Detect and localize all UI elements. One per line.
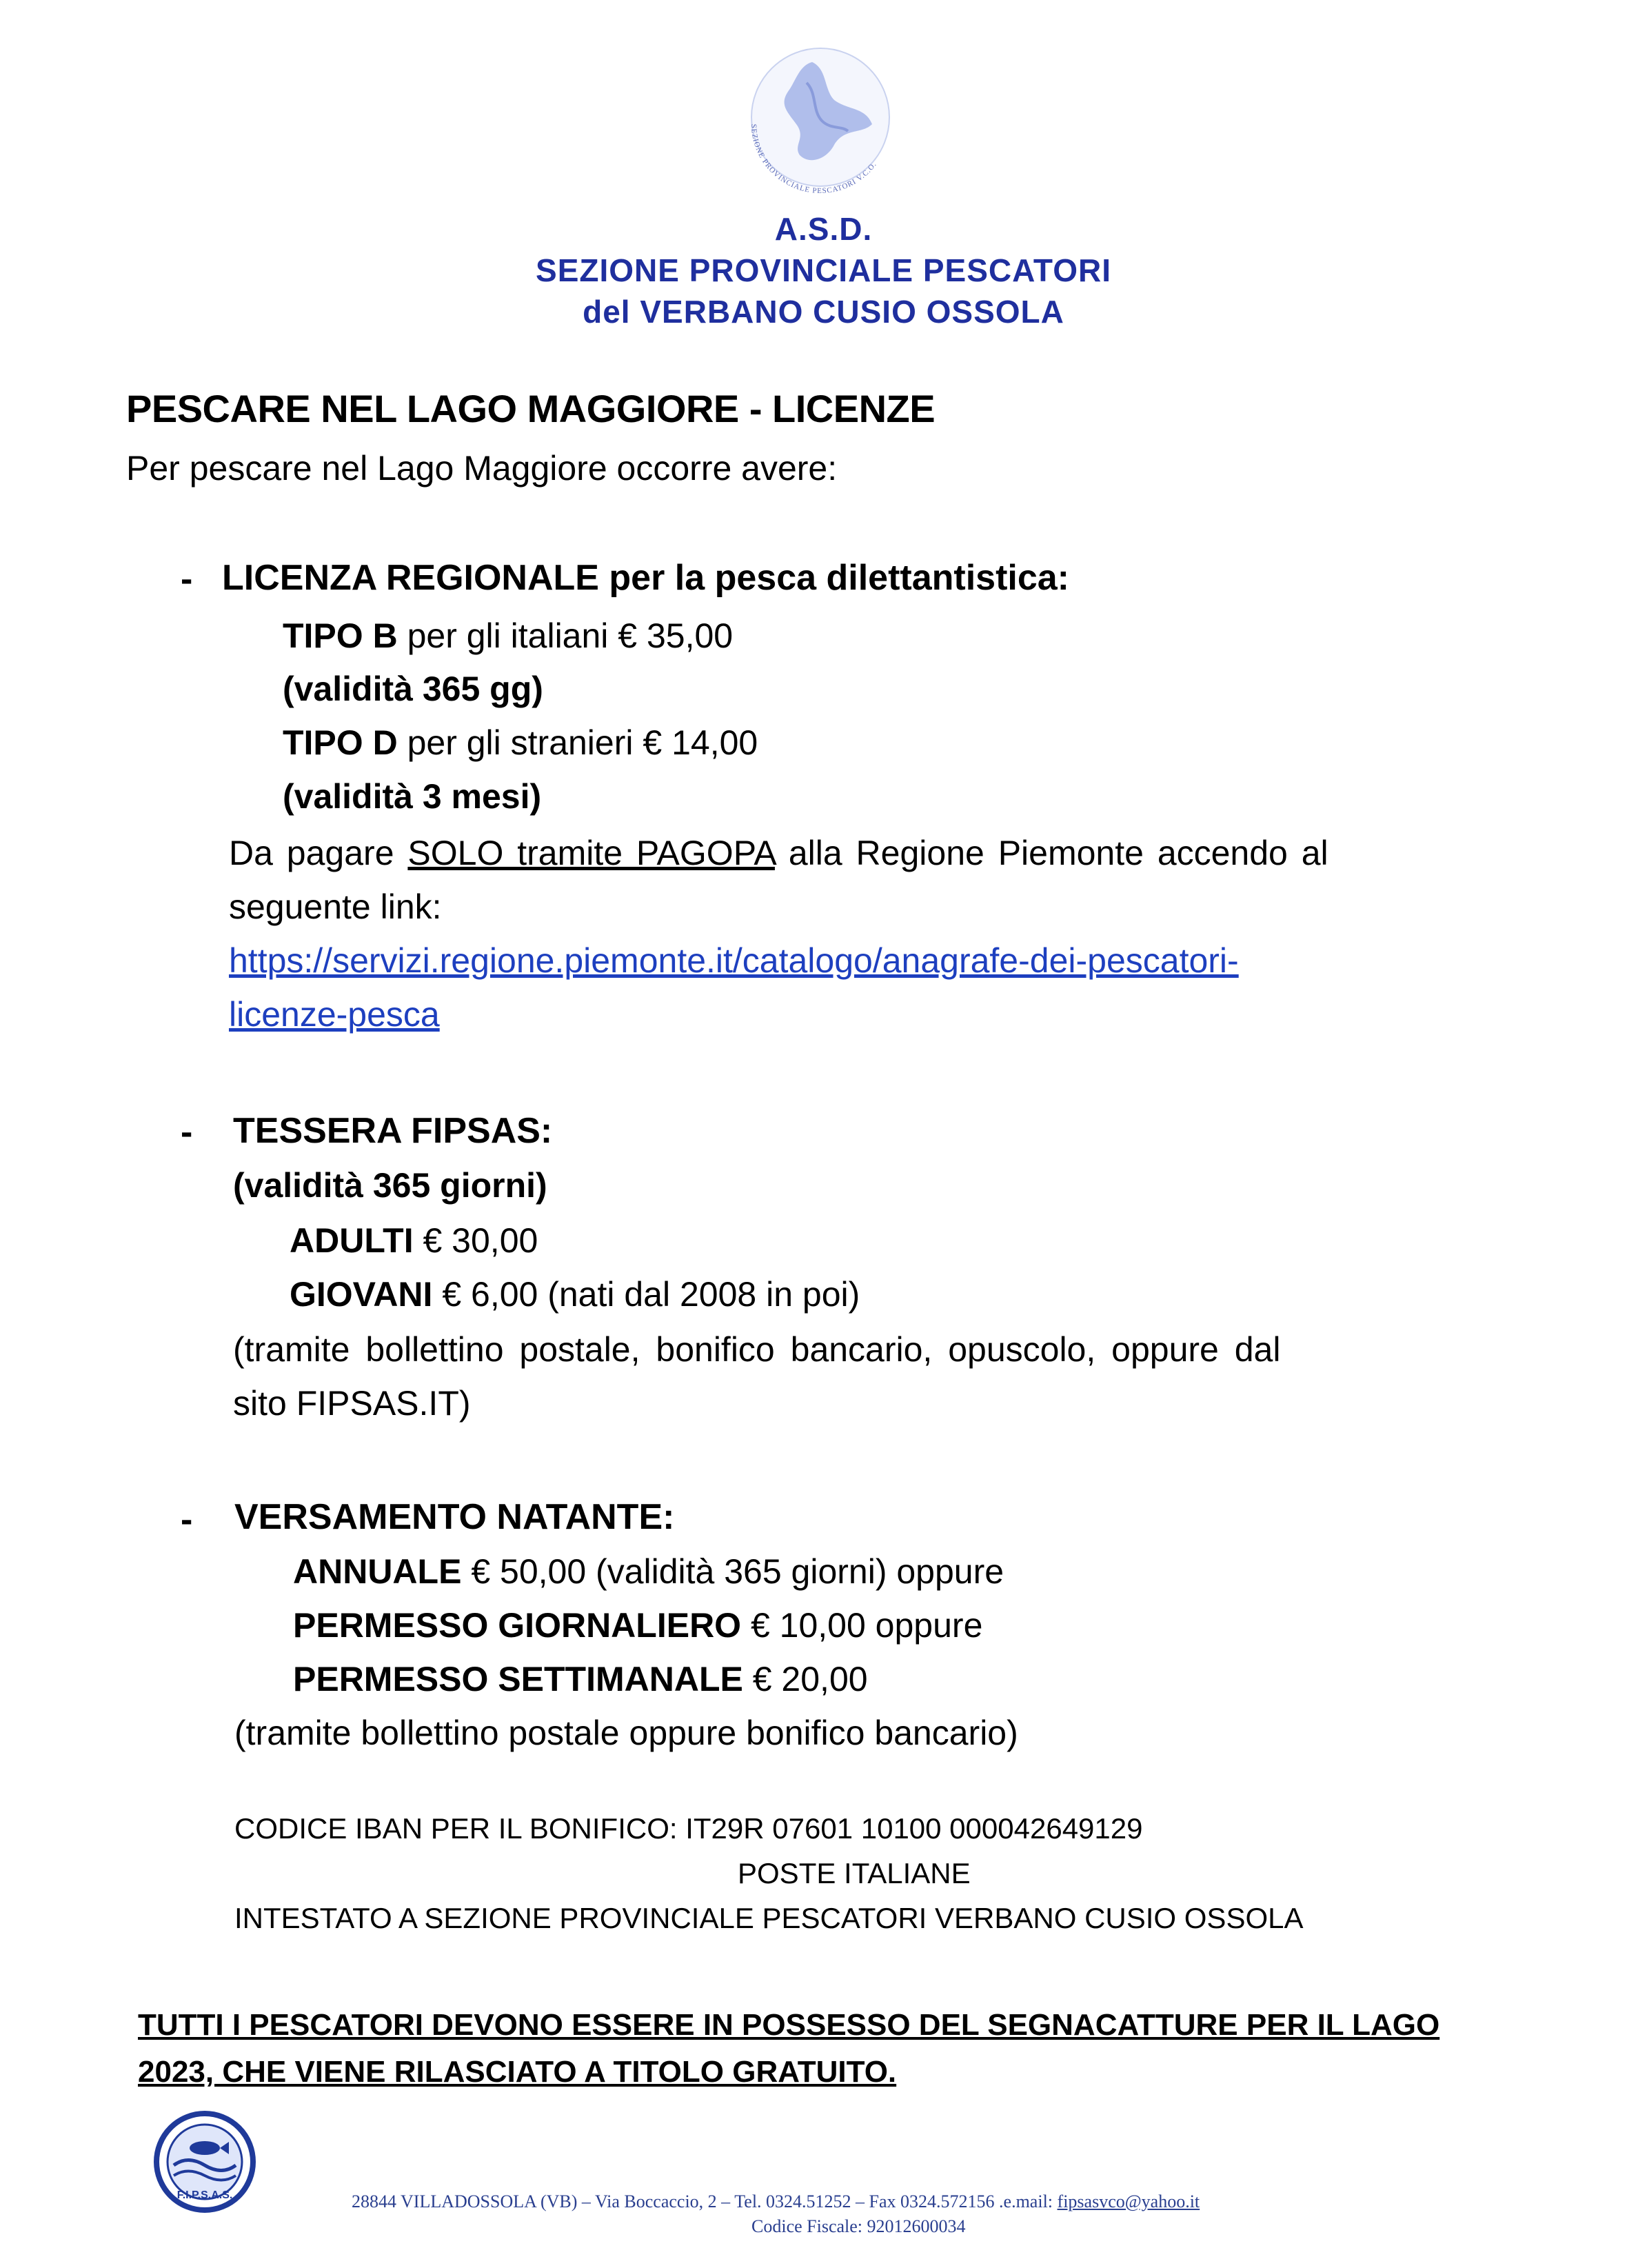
- adulti-text: € 30,00: [413, 1221, 538, 1260]
- tipo-d-label: TIPO D: [283, 723, 398, 762]
- pagopa-line: [229, 833, 1518, 873]
- page-title: PESCARE NEL LAGO MAGGIORE - LICENZE: [126, 387, 936, 430]
- notice-line2: 2023, CHE VIENE RILASCIATO A TITOLO GRATUITO.: [138, 2055, 897, 2089]
- intro-text: Per pescare nel Lago Maggiore occorre avere:: [126, 449, 838, 488]
- tessera-note-line2: sito FIPSAS.IT): [233, 1384, 471, 1423]
- giovani-line: [290, 1274, 860, 1314]
- bullet-dash: -: [181, 1112, 193, 1152]
- tessera-note-line1: (tramite bollettino postale, bonifico bancario, opuscolo, oppure dal: [233, 1330, 1281, 1369]
- tipo-b-label: TIPO B: [283, 616, 398, 655]
- tipo-b-validity: [283, 669, 543, 709]
- licenza-heading: LICENZA REGIONALE per la pesca dilettantistica:: [222, 558, 1069, 598]
- annuale-label: ANNUALE: [293, 1552, 462, 1591]
- tessera-heading: TESSERA FIPSAS:: [233, 1111, 553, 1151]
- section-logo: [731, 41, 910, 200]
- natante-heading: VERSAMENTO NATANTE:: [234, 1497, 675, 1537]
- logo-ring-text: SEZIONE PROVINCIALE PESCATORI V.C.O.: [749, 123, 879, 196]
- giornaliero-text: € 10,00 oppure: [741, 1606, 983, 1645]
- fipsas-logo-icon: [153, 2110, 256, 2214]
- giornaliero-line: [293, 1605, 982, 1645]
- fipsas-logo-text: F.I.P.S.A.S.: [176, 2189, 233, 2201]
- settimanale-line: [293, 1659, 868, 1699]
- pagopa-post: alla Regione Piemonte accendo al: [774, 834, 1328, 872]
- settimanale-label: PERMESSO SETTIMANALE: [293, 1660, 743, 1698]
- tipo-d-validity-text: (validità 3 mesi): [283, 777, 542, 816]
- adulti-line: [290, 1221, 538, 1261]
- pagopa-solo: SOLO tramite PAGOPA: [407, 834, 775, 872]
- footer-email-link[interactable]: fipsasvco@yahoo.it: [1057, 2191, 1200, 2211]
- tipo-d-line: [283, 723, 758, 763]
- giovani-label: GIOVANI: [290, 1275, 433, 1314]
- annuale-line: [293, 1552, 1004, 1592]
- tipo-b-validity-text: (validità 365 gg): [283, 670, 543, 708]
- tessera-validity: (validità 365 giorni): [233, 1166, 547, 1205]
- giornaliero-label: PERMESSO GIORNALIERO: [293, 1606, 742, 1645]
- bullet-dash: -: [181, 559, 193, 599]
- iban-bank: POSTE ITALIANE: [738, 1857, 971, 1889]
- tipo-d-text: per gli stranieri € 14,00: [397, 723, 758, 762]
- natante-note: (tramite bollettino postale oppure bonifico bancario): [234, 1714, 1018, 1752]
- footer-codice-fiscale: Codice Fiscale: 92012600034: [751, 2216, 966, 2236]
- iban-holder: INTESTATO A SEZIONE PROVINCIALE PESCATORI VERBANO CUSIO OSSOLA: [234, 1902, 1304, 1934]
- pagopa-link-line1[interactable]: https://servizi.regione.piemonte.it/catalogo/anagrafe-dei-pescatori-: [229, 941, 1239, 980]
- settimanale-text: € 20,00: [742, 1660, 868, 1698]
- tipo-b-line: [283, 616, 733, 656]
- header-asd: A.S.D.: [774, 211, 873, 247]
- notice-line1: TUTTI I PESCATORI DEVONO ESSERE IN POSSESSO DEL SEGNACATTURE PER IL LAGO: [138, 2008, 1440, 2042]
- tipo-d-validity: [283, 776, 541, 816]
- header-verbano: del VERBANO CUSIO OSSOLA: [583, 294, 1064, 330]
- adulti-label: ADULTI: [290, 1221, 414, 1260]
- footer-address-text: 28844 VILLADOSSOLA (VB) – Via Boccaccio, 2 – Tel. 0324.51252 – Fax 0324.572156 .e.mail:: [352, 2191, 1058, 2211]
- pagopa-pre: Da pagare: [229, 834, 408, 872]
- fipsas-logo: [153, 2110, 256, 2214]
- giovani-text: € 6,00 (nati dal 2008 in poi): [432, 1275, 860, 1314]
- tipo-b-text: per gli italiani € 35,00: [397, 616, 734, 655]
- lake-map-logo-icon: [731, 41, 910, 200]
- pagopa-line2: seguente link:: [229, 887, 442, 926]
- annuale-text: € 50,00 (validità 365 giorni) oppure: [461, 1552, 1004, 1591]
- iban-line: CODICE IBAN PER IL BONIFICO: IT29R 07601 10100 000042649129: [234, 1812, 1143, 1845]
- bullet-dash: -: [181, 1500, 193, 1540]
- footer-address: [352, 2191, 1200, 2212]
- header-sezione: SEZIONE PROVINCIALE PESCATORI: [536, 252, 1111, 288]
- pagopa-link-line2[interactable]: licenze-pesca: [229, 995, 440, 1034]
